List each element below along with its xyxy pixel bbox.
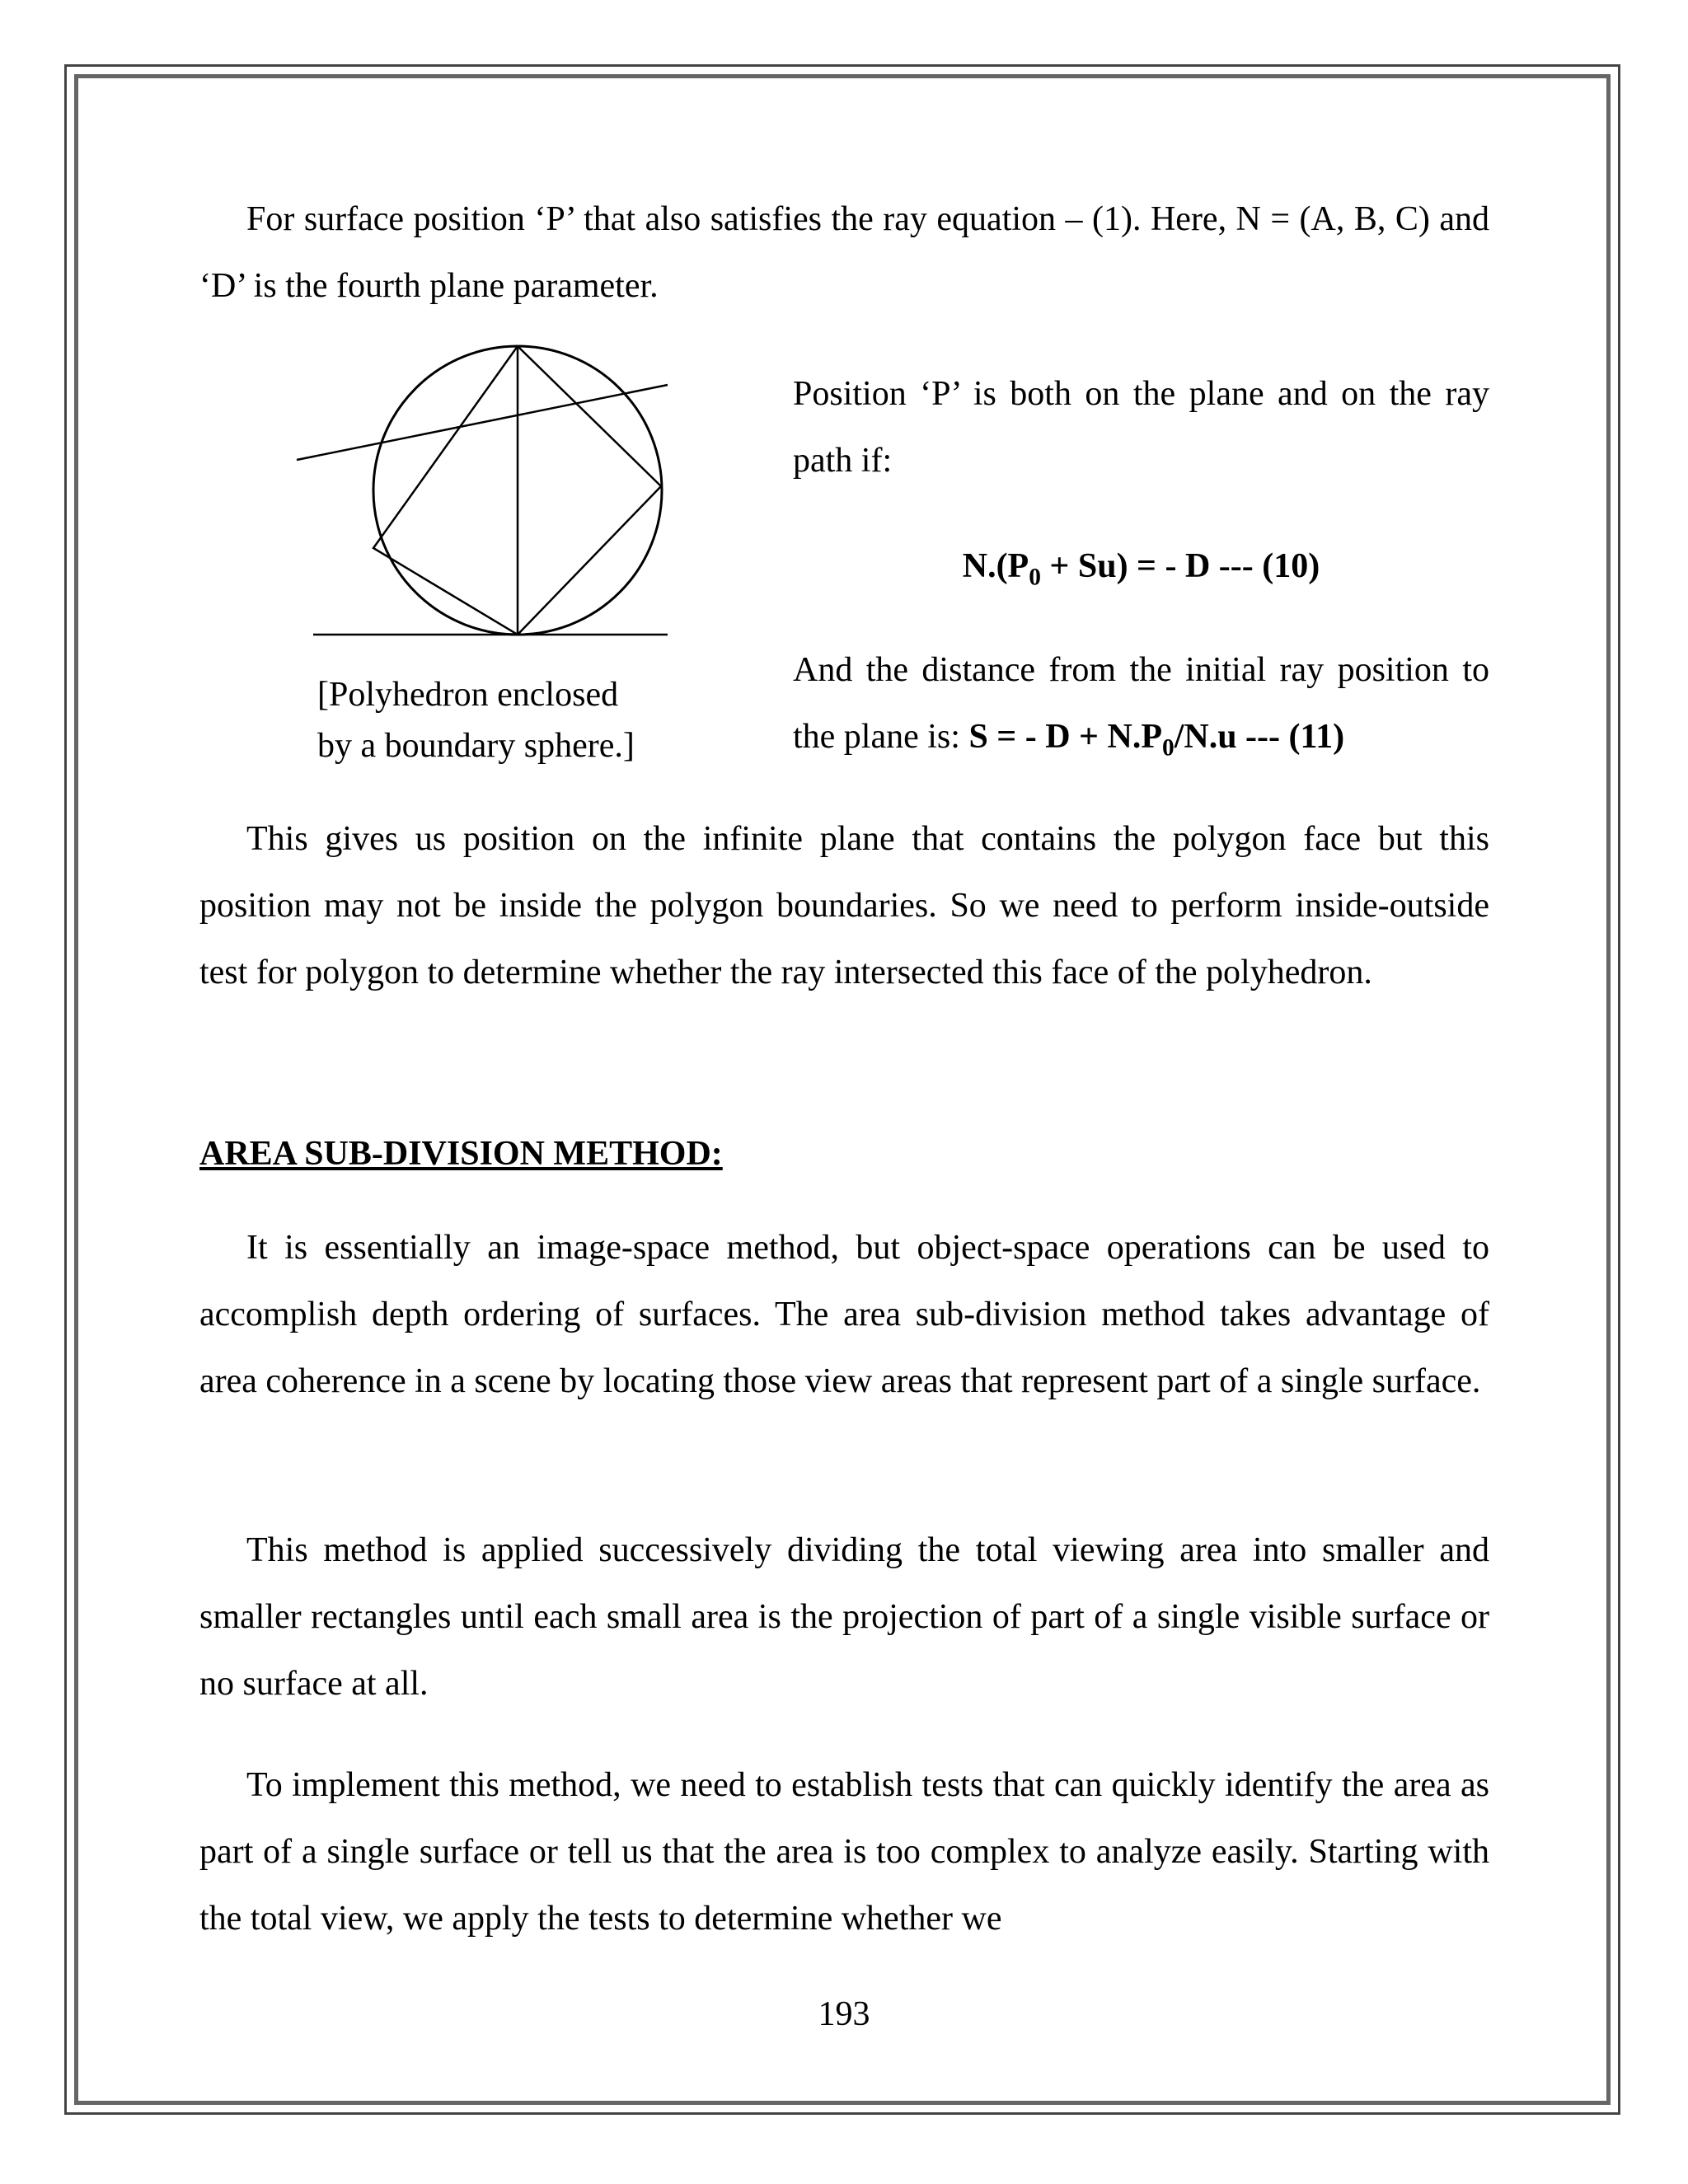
figure-caption [317, 669, 696, 771]
paragraph-intro: For surface position ‘P’ that also satisfies the ray equation – (1). Here, N = (A, B, C) and ‘D’ is the fourth plane parameter. [199, 200, 1489, 305]
paragraph-area-2: This method is applied successively dividing the total viewing area into smaller and smaller rectangles until each small area is the projection of part of a single visible surface or no surface at all. [199, 1531, 1489, 1703]
figure-caption-line1: [Polyhedron enclosed [317, 676, 619, 714]
paragraph-area-1: It is essentially an image-space method, but object-space operations can be used to accomplish depth ordering of surfaces. The area sub-division method takes advantage of area coherence in a scene by locating those view areas that represent part of a single surface. [199, 1229, 1489, 1400]
section-heading: AREA SUB-DIVISION METHOD: [199, 1135, 723, 1173]
paragraph-area-3: To implement this method, we need to establish tests that can quickly identify the area as part of a single surface or tell us that the area is too complex to analyze easily. Starting with the total view, we apply the tests to determine whether we [199, 1766, 1489, 1938]
right-text-ray-path: Position ‘P’ is both on the plane and on the ray path if: [793, 375, 1489, 480]
figure-caption-line2: by a boundary sphere.] [317, 727, 635, 765]
equation-11: S = - $D + N.P_0/N.u$ --- (11) [968, 718, 1345, 762]
page-number: 193 [818, 1995, 870, 2033]
right-text-distance: And the distance from the initial ray position to the plane is: S = - $D + N.P_0/N.u$ --- (11) [793, 651, 1489, 762]
polyhedron-sphere-figure [280, 326, 692, 655]
paragraph-infinite-plane: This gives us position on the infinite plane that contains the polygon face but this position may not be inside the polygon boundaries. So we need to perform inside-outside test for polygon to determine whether the ray intersected this face of the polyhedron. [199, 820, 1489, 991]
equation-10: $N.(P_0 + Su)$ = - D --- (10) [962, 547, 1320, 591]
